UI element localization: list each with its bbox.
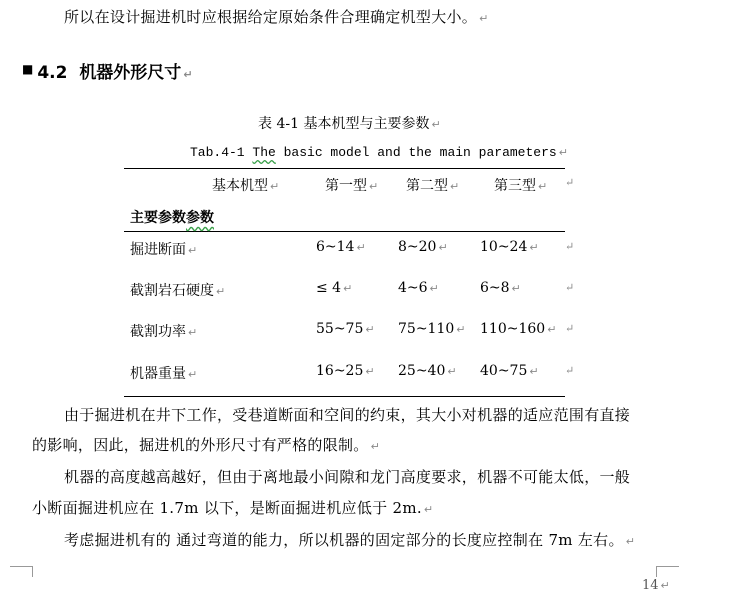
caption-en-prefix: Tab.4-1 bbox=[190, 145, 253, 160]
row-value-col3: 40~75 ↵ bbox=[480, 363, 539, 379]
paragraph-mark-icon: ↵ bbox=[625, 535, 636, 548]
table-top-rule bbox=[124, 168, 565, 169]
table-header-label: 基本机型 ↵ bbox=[212, 178, 280, 194]
paragraph-1-line-1: 由于掘进机在井下工作，受巷道断面和空间的约束，其大小对机器的适应范围有直接 bbox=[64, 406, 631, 424]
paragraph-mark-icon: ↵ bbox=[479, 12, 489, 25]
row-value-col3: 10~24 ↵ bbox=[480, 239, 539, 255]
paragraph-2-line-1: 机器的高度越高越好，但由于离地最小间隙和龙门高度要求，机器不可能太低，一般 bbox=[64, 468, 631, 486]
row-value-col1: 55~75 ↵ bbox=[316, 321, 375, 337]
table-bottom-rule bbox=[124, 396, 565, 397]
row-label: 掘进断面 ↵ bbox=[130, 242, 198, 258]
heading-bullet-icon: ■ bbox=[22, 62, 34, 76]
row-end-mark-icon: ↵ bbox=[565, 322, 575, 335]
row-value-col2: 75~110 ↵ bbox=[398, 321, 466, 337]
table-header-col1: 第一型 ↵ bbox=[325, 178, 379, 194]
row-value-col3: 110~160 ↵ bbox=[480, 321, 557, 337]
paragraph-3-line-1: 考虑掘进机有的 通过弯道的能力，所以机器的固定部分的长度应控制在 7m 左右。 ↵ bbox=[64, 531, 636, 549]
row-label: 截割功率 ↵ bbox=[130, 324, 198, 340]
paragraph-2-line-2: 小断面掘进机应在 1.7m 以下，是断面掘进机应低于 2m. ↵ bbox=[32, 499, 434, 517]
table-header-col3: 第三型 ↵ bbox=[494, 178, 548, 194]
paragraph-1-line-2: 的影响，因此，掘进机的外形尺寸有严格的限制。 ↵ bbox=[32, 436, 381, 454]
paragraph-mark-icon: ↵ bbox=[183, 68, 193, 81]
table-caption-zh bbox=[258, 113, 441, 133]
table-header-rule bbox=[124, 231, 565, 232]
table-header-col2: 第二型 ↵ bbox=[406, 178, 460, 194]
section-number: 4.2 bbox=[37, 63, 68, 83]
paragraph-mark-icon: ↵ bbox=[660, 579, 670, 592]
paragraph-mark-icon: ↵ bbox=[370, 440, 381, 453]
paragraph-mark-icon: ↵ bbox=[431, 118, 441, 131]
intro-text: 所以在设计掘进机时应根据给定原始条件合理确定机型大小。 bbox=[64, 8, 478, 26]
row-label: 截割岩石硬度 ↵ bbox=[130, 283, 226, 299]
page-corner-mark-left bbox=[10, 566, 33, 577]
section-title: 机器外形尺寸 bbox=[79, 63, 182, 83]
page-corner-mark-right bbox=[656, 566, 679, 577]
row-label: 机器重量 ↵ bbox=[130, 366, 198, 382]
caption-en-rest: basic model and the main parameters bbox=[275, 145, 557, 160]
table-subheader bbox=[130, 207, 214, 227]
section-heading bbox=[22, 58, 193, 83]
spellcheck-flagged-word[interactable]: The bbox=[252, 145, 276, 160]
paragraph-mark-icon: ↵ bbox=[423, 503, 434, 516]
row-end-mark-icon: ↵ bbox=[565, 281, 575, 294]
spellcheck-flagged-word[interactable]: 参数 bbox=[186, 210, 214, 226]
row-value-col2: 8~20 ↵ bbox=[398, 239, 448, 255]
page-number: 14 ↵ bbox=[642, 578, 670, 593]
subheader-prefix: 主要参数 bbox=[130, 210, 186, 226]
row-value-col1: 16~25 ↵ bbox=[316, 363, 375, 379]
row-end-mark-icon: ↵ bbox=[565, 176, 575, 189]
row-value-col1: 6~14 ↵ bbox=[316, 239, 366, 255]
row-value-col1: ≤ 4 ↵ bbox=[316, 280, 353, 296]
row-value-col2: 4~6 ↵ bbox=[398, 280, 439, 296]
row-end-mark-icon: ↵ bbox=[565, 240, 575, 253]
row-value-col3: 6~8 ↵ bbox=[480, 280, 521, 296]
intro-line bbox=[64, 6, 489, 27]
paragraph-mark-icon: ↵ bbox=[558, 146, 568, 159]
caption-zh-text: 表 4-1 基本机型与主要参数 bbox=[258, 116, 430, 132]
row-end-mark-icon: ↵ bbox=[565, 364, 575, 377]
row-value-col2: 25~40 ↵ bbox=[398, 363, 457, 379]
table-caption-en bbox=[190, 145, 568, 160]
